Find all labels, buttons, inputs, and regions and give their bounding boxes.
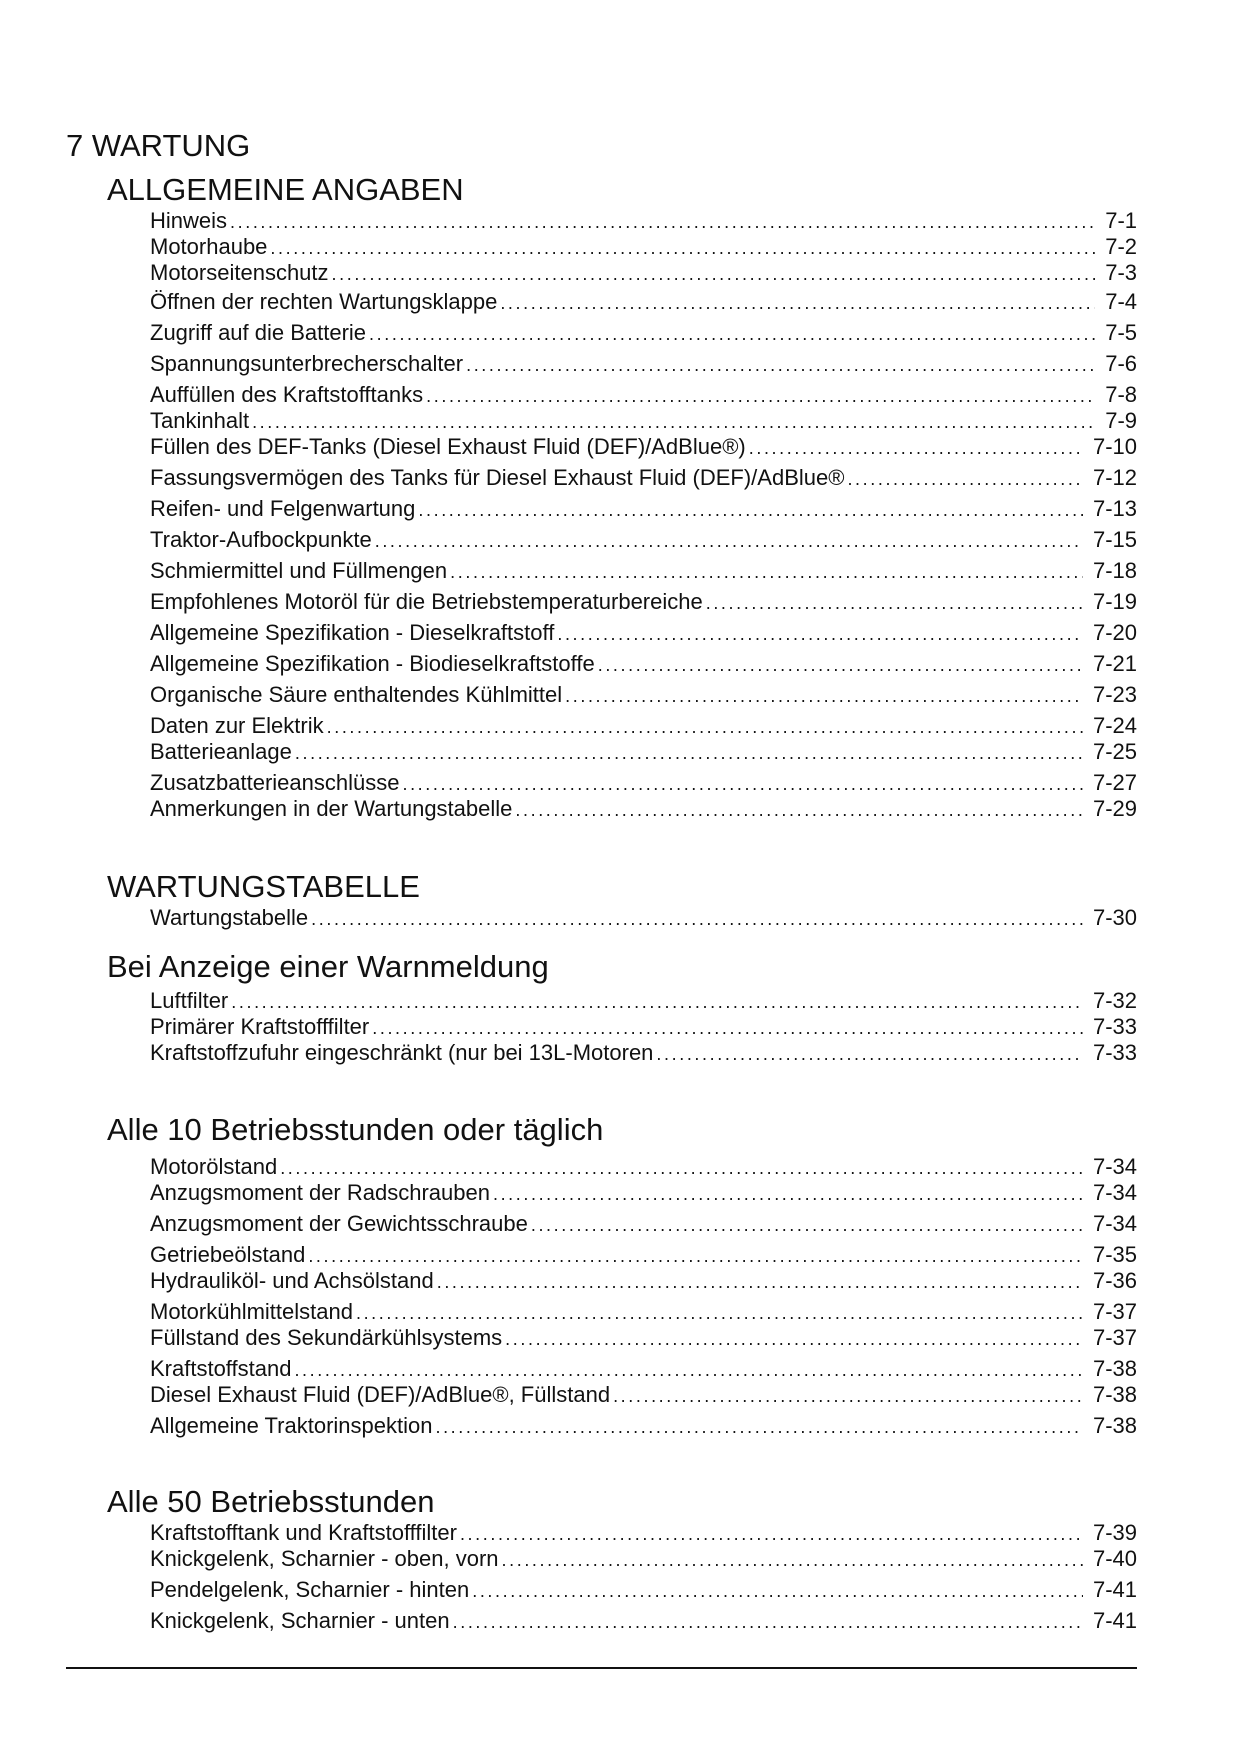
toc-entry[interactable]	[150, 1241, 1137, 1269]
toc-entry[interactable]	[150, 1412, 1137, 1440]
toc-entry-label: Auffüllen des Kraftstofftanks	[150, 382, 424, 407]
toc-entry-page: 7-37	[1092, 1325, 1137, 1350]
toc-entry-label: Allgemeine Spezifikation - Biodieselkraftstoffe	[150, 651, 595, 676]
toc-entry[interactable]	[150, 464, 1137, 492]
toc-entry-label: Fassungsvermögen des Tanks für Diesel Exhaust Fluid (DEF)/AdBlue®	[150, 465, 845, 490]
dot-leader	[497, 289, 1095, 316]
section-title: WARTUNGSTABELLE	[107, 869, 420, 904]
toc-entry-label: Hydrauliköl- und Achsölstand	[150, 1268, 434, 1293]
dot-leader	[372, 527, 1083, 554]
dot-leader	[399, 770, 1082, 797]
toc-entry[interactable]	[150, 1298, 1137, 1326]
dot-leader	[432, 1413, 1082, 1440]
dot-leader	[746, 434, 1083, 461]
toc-entry[interactable]	[150, 769, 1137, 797]
toc-entry-label: Tankinhalt	[150, 408, 250, 433]
toc-entry-page: 7-39	[1092, 1520, 1137, 1545]
dot-leader	[228, 988, 1083, 1015]
toc-entry[interactable]	[150, 1607, 1137, 1635]
dot-leader	[329, 260, 1096, 287]
toc-entry[interactable]	[150, 381, 1137, 409]
toc-entry-page: 7-2	[1105, 234, 1137, 259]
footer-divider	[66, 1667, 1137, 1669]
toc-entry[interactable]	[150, 557, 1137, 585]
section-title: Alle 50 Betriebsstunden	[107, 1484, 435, 1519]
toc-entry[interactable]	[150, 1355, 1137, 1383]
toc-entry[interactable]	[150, 619, 1137, 647]
toc-entry-page: 7-41	[1092, 1577, 1137, 1602]
dot-leader	[463, 351, 1095, 378]
dot-leader	[653, 1040, 1083, 1067]
toc-entry-label: Kraftstoffstand	[150, 1356, 292, 1381]
toc-entry-page: 7-25	[1092, 739, 1137, 764]
dot-leader	[499, 1546, 1083, 1573]
toc-entry-label: Pendelgelenk, Scharnier - hinten	[150, 1577, 470, 1602]
toc-entry[interactable]	[150, 1519, 1137, 1547]
toc-entry-page: 7-24	[1092, 713, 1137, 738]
toc-entry-page: 7-38	[1092, 1356, 1137, 1381]
toc-entry[interactable]	[150, 1545, 1137, 1573]
toc-entry-page: 7-40	[1092, 1546, 1137, 1571]
toc-entry-label: Batterieanlage	[150, 739, 292, 764]
dot-leader	[450, 1608, 1083, 1635]
dot-leader	[324, 713, 1083, 740]
toc-entry-page: 7-34	[1092, 1211, 1137, 1236]
toc-entry-label: Motorölstand	[150, 1154, 278, 1179]
dot-leader	[512, 796, 1083, 823]
toc-entry-label: Empfohlenes Motoröl für die Betriebstemperaturbereiche	[150, 589, 703, 614]
toc-entry-label: Motorkühlmittelstand	[150, 1299, 353, 1324]
toc-entry-label: Füllstand des Sekundärkühlsystems	[150, 1325, 503, 1350]
toc-entry[interactable]	[150, 904, 1137, 932]
toc-entry-page: 7-9	[1105, 408, 1137, 433]
toc-entry[interactable]	[150, 1039, 1137, 1067]
toc-entry-page: 7-33	[1092, 1014, 1137, 1039]
dot-leader	[434, 1268, 1083, 1295]
toc-entry-page: 7-34	[1092, 1154, 1137, 1179]
dot-leader	[292, 739, 1083, 766]
toc-entry-page: 7-6	[1105, 351, 1137, 376]
toc-entry-page: 7-30	[1092, 905, 1137, 930]
section-title: Bei Anzeige einer Warnmeldung	[107, 949, 549, 984]
dot-leader	[703, 589, 1083, 616]
toc-entry-page: 7-21	[1092, 651, 1137, 676]
toc-entry-label: Motorseitenschutz	[150, 260, 329, 285]
toc-entry-label: Kraftstofftank und Kraftstofffilter	[150, 1520, 457, 1545]
toc-entry-label: Organische Säure enthaltendes Kühlmittel	[150, 682, 563, 707]
dot-leader	[528, 1211, 1083, 1238]
toc-entry[interactable]	[150, 681, 1137, 709]
dot-leader	[353, 1299, 1083, 1326]
toc-entry-page: 7-15	[1092, 527, 1137, 552]
toc-entry[interactable]	[150, 987, 1137, 1015]
toc-entry-page: 7-4	[1105, 289, 1137, 314]
toc-entry[interactable]	[150, 319, 1137, 347]
toc-entry-page: 7-33	[1092, 1040, 1137, 1065]
dot-leader	[308, 905, 1083, 932]
toc-entry-page: 7-38	[1092, 1382, 1137, 1407]
toc-entry[interactable]	[150, 495, 1137, 523]
toc-entry[interactable]	[150, 350, 1137, 378]
toc-entry-page: 7-38	[1092, 1413, 1137, 1438]
toc-entry-page: 7-34	[1092, 1180, 1137, 1205]
toc-entry[interactable]	[150, 288, 1137, 316]
toc-entry-label: Motorhaube	[150, 234, 268, 259]
toc-entry[interactable]	[150, 207, 1137, 235]
toc-entry-page: 7-27	[1092, 770, 1137, 795]
toc-entry-page: 7-3	[1105, 260, 1137, 285]
toc-entry-page: 7-18	[1092, 558, 1137, 583]
toc-entry[interactable]	[150, 795, 1137, 823]
toc-entry-page: 7-20	[1092, 620, 1137, 645]
toc-entry[interactable]	[150, 1381, 1137, 1409]
toc-entry[interactable]	[150, 1576, 1137, 1604]
toc-entry-page: 7-37	[1092, 1299, 1137, 1324]
toc-entry-label: Hinweis	[150, 208, 228, 233]
dot-leader	[447, 558, 1083, 585]
toc-entry-label: Wartungstabelle	[150, 905, 309, 930]
toc-entry-page: 7-35	[1092, 1242, 1137, 1267]
section-title: Alle 10 Betriebsstunden oder täglich	[107, 1112, 604, 1147]
chapter-title: 7 WARTUNG	[66, 128, 251, 163]
dot-leader	[366, 320, 1095, 347]
toc-entry-label: Allgemeine Traktorinspektion	[150, 1413, 433, 1438]
toc-entry[interactable]	[150, 1153, 1137, 1181]
toc-entry-page: 7-5	[1105, 320, 1137, 345]
toc-entry-page: 7-12	[1092, 465, 1137, 490]
toc-entry[interactable]	[150, 407, 1137, 435]
toc-entry-page: 7-23	[1092, 682, 1137, 707]
dot-leader	[490, 1180, 1083, 1207]
toc-entry[interactable]	[150, 233, 1137, 261]
toc-entry-label: Allgemeine Spezifikation - Dieselkraftstoff	[150, 620, 555, 645]
toc-entry[interactable]	[150, 1210, 1137, 1238]
dot-leader	[457, 1520, 1083, 1547]
dot-leader	[249, 408, 1095, 435]
dot-leader	[562, 682, 1083, 709]
dot-leader	[227, 208, 1095, 235]
toc-entry[interactable]	[150, 1179, 1137, 1207]
dot-leader	[369, 1014, 1083, 1041]
toc-entry-label: Getriebeölstand	[150, 1242, 306, 1267]
toc-entry-page: 7-32	[1092, 988, 1137, 1013]
toc-entry-page: 7-10	[1092, 434, 1137, 459]
toc-entry-label: Anzugsmoment der Gewichtsschraube	[150, 1211, 528, 1236]
toc-entry[interactable]	[150, 1267, 1137, 1295]
dot-leader	[423, 382, 1095, 409]
toc-entry-label: Spannungsunterbrecherschalter	[150, 351, 464, 376]
dot-leader	[595, 651, 1083, 678]
dot-leader	[844, 465, 1083, 492]
toc-entry-label: Anmerkungen in der Wartungstabelle	[150, 796, 513, 821]
toc-entry-page: 7-1	[1105, 208, 1137, 233]
section-title: ALLGEMEINE ANGABEN	[107, 172, 464, 207]
toc-entry-label: Knickgelenk, Scharnier - oben, vorn	[150, 1546, 499, 1571]
toc-entry-label: Zugriff auf die Batterie	[150, 320, 367, 345]
toc-entry-label: Luftfilter	[150, 988, 229, 1013]
toc-entry[interactable]	[150, 588, 1137, 616]
toc-entry-label: Öffnen der rechten Wartungsklappe	[150, 289, 498, 314]
toc-entry-label: Anzugsmoment der Radschrauben	[150, 1180, 490, 1205]
toc-entry[interactable]	[150, 738, 1137, 766]
dot-leader	[469, 1577, 1083, 1604]
toc-entry[interactable]	[150, 1324, 1137, 1352]
dot-leader	[415, 496, 1083, 523]
toc-entry-label: Diesel Exhaust Fluid (DEF)/AdBlue®, Füllstand	[150, 1382, 611, 1407]
toc-entry[interactable]	[150, 433, 1137, 461]
toc-entry-label: Zusatzbatterieanschlüsse	[150, 770, 400, 795]
dot-leader	[277, 1154, 1083, 1181]
dot-leader	[305, 1242, 1083, 1269]
toc-entry-label: Kraftstoffzufuhr eingeschränkt (nur bei 13L-Motoren	[150, 1040, 654, 1065]
dot-leader	[610, 1382, 1083, 1409]
toc-entry-page: 7-41	[1092, 1608, 1137, 1633]
dot-leader	[267, 234, 1095, 261]
toc-entry[interactable]	[150, 712, 1137, 740]
toc-entry-page: 7-13	[1092, 496, 1137, 521]
toc-entry-label: Knickgelenk, Scharnier - unten	[150, 1608, 450, 1633]
toc-entry-label: Füllen des DEF-Tanks (Diesel Exhaust Fluid (DEF)/AdBlue®)	[150, 434, 746, 459]
toc-entry[interactable]	[150, 526, 1137, 554]
toc-entry-label: Primärer Kraftstofffilter	[150, 1014, 370, 1039]
toc-entry-page: 7-8	[1105, 382, 1137, 407]
dot-leader	[502, 1325, 1083, 1352]
toc-entry-page: 7-36	[1092, 1268, 1137, 1293]
toc-entry[interactable]	[150, 259, 1137, 287]
dot-leader	[554, 620, 1083, 647]
toc-entry[interactable]	[150, 650, 1137, 678]
toc-entry-page: 7-19	[1092, 589, 1137, 614]
toc-entry-label: Schmiermittel und Füllmengen	[150, 558, 448, 583]
dot-leader	[291, 1356, 1083, 1383]
toc-entry-label: Traktor-Aufbockpunkte	[150, 527, 372, 552]
toc-entry-page: 7-29	[1092, 796, 1137, 821]
toc-entry-label: Daten zur Elektrik	[150, 713, 324, 738]
toc-entry[interactable]	[150, 1013, 1137, 1041]
toc-entry-label: Reifen- und Felgenwartung	[150, 496, 416, 521]
